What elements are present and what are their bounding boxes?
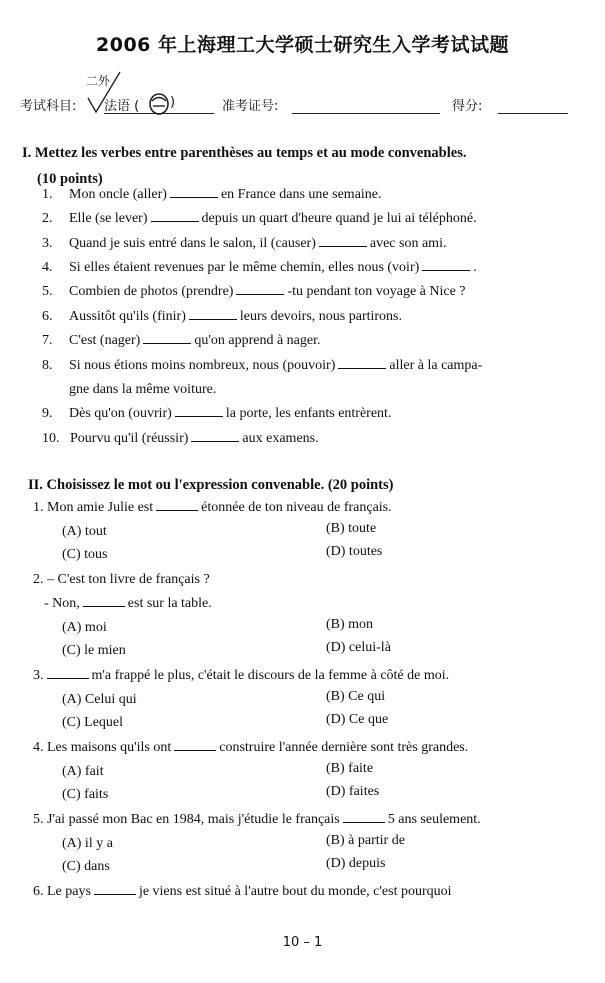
item-number: 4.	[42, 260, 53, 275]
section-1-points: (10 points)	[37, 171, 103, 187]
item-text-before: Combien de photos (prendre)	[69, 284, 234, 299]
item-text-before: Si elles étaient revenues par le même chemin, elles nous (voir)	[69, 260, 420, 275]
question-text-before: - Non,	[44, 596, 80, 611]
item-text-after: la porte, les enfants entrèrent.	[225, 406, 392, 421]
answer-option[interactable]: (A) fait	[62, 764, 104, 779]
answer-blank[interactable]	[319, 245, 367, 247]
answer-blank[interactable]	[422, 269, 470, 271]
question-text-after: est sur la table.	[127, 596, 212, 611]
answer-option[interactable]: (C) Lequel	[62, 715, 124, 730]
answer-blank[interactable]	[94, 893, 136, 895]
exam-info-row	[20, 74, 590, 116]
answer-blank[interactable]	[189, 318, 237, 320]
answer-option[interactable]: (A) tout	[62, 524, 107, 539]
item-text-after: .	[473, 260, 477, 275]
item-number: 5.	[42, 284, 53, 299]
item-number: 7.	[42, 333, 53, 348]
item-text-before: C'est (nager)	[69, 333, 141, 348]
answer-blank[interactable]	[170, 196, 218, 198]
answer-option[interactable]: (A) Celui qui	[62, 692, 137, 707]
item-text	[69, 187, 382, 203]
item-number: 10.	[42, 431, 60, 446]
question-text-before: 2. – C'est ton livre de français ?	[33, 572, 210, 587]
question-text-after: étonnée de ton niveau de français.	[201, 500, 392, 515]
question-text-before: 3.	[33, 668, 44, 683]
answer-blank[interactable]	[236, 293, 284, 295]
question-line	[44, 596, 212, 612]
answer-blank[interactable]	[143, 342, 191, 344]
section-2-heading: II. Choisissez le mot ou l'expression convenable. (20 points)	[28, 477, 394, 493]
item-text-before: Aussitôt qu'ils (finir)	[69, 309, 186, 324]
exam-title: 2006 年上海理工大学硕士研究生入学考试试题	[96, 34, 509, 56]
exam-number-field[interactable]	[292, 112, 440, 114]
answer-option[interactable]: (B) à partir de	[326, 833, 405, 848]
item-text	[69, 236, 446, 252]
question-text-before: 5. J'ai passé mon Bac en 1984, mais j'étudie le français	[33, 812, 340, 827]
answer-blank[interactable]	[151, 220, 199, 222]
answer-blank[interactable]	[47, 677, 89, 679]
handwritten-note: 二外	[86, 74, 111, 88]
section-1-heading: I. Mettez les verbes entre parenthèses au temps et au mode convenables.	[22, 145, 467, 161]
subject-label: 考试科目:	[20, 99, 77, 114]
question-line	[33, 884, 452, 900]
question-text-before: 4. Les maisons qu'ils ont	[33, 740, 172, 755]
item-text	[69, 333, 320, 349]
question-text-after: m'a frappé le plus, c'était le discours de la femme à côté de moi.	[91, 668, 450, 683]
item-text	[69, 382, 216, 398]
answer-option[interactable]: (C) le mien	[62, 643, 126, 658]
answer-blank[interactable]	[174, 749, 216, 751]
item-number: 9.	[42, 406, 53, 421]
answer-option[interactable]: (B) mon	[326, 617, 374, 632]
answer-blank[interactable]	[191, 440, 239, 442]
item-number: 1.	[42, 187, 53, 202]
question-text-after: je viens est situé à l'autre bout du monde, c'est pourquoi	[138, 884, 452, 899]
item-number: 3.	[42, 236, 53, 251]
answer-option[interactable]: (B) toute	[326, 521, 377, 536]
answer-option[interactable]: (C) dans	[62, 859, 110, 874]
question-line	[33, 740, 468, 756]
answer-option[interactable]: (D) celui-là	[326, 640, 391, 655]
item-text-after: aux examens.	[242, 431, 319, 446]
item-text	[70, 431, 319, 447]
item-text	[69, 406, 391, 422]
score-label: 得分:	[452, 99, 483, 114]
item-text-before: Mon oncle (aller)	[69, 187, 167, 202]
answer-option[interactable]: (A) il y a	[62, 836, 113, 851]
answer-option[interactable]: (D) depuis	[326, 856, 386, 871]
question-text-before: 6. Le pays	[33, 884, 91, 899]
item-text	[69, 260, 477, 276]
answer-option[interactable]: (D) toutes	[326, 544, 383, 559]
answer-option[interactable]: (C) faits	[62, 787, 109, 802]
item-number: 2.	[42, 211, 53, 226]
subject-close: )	[170, 95, 176, 110]
item-text-after: avec son ami.	[369, 236, 447, 251]
item-text-after: aller à la campa-	[389, 358, 483, 373]
item-text-after: leurs devoirs, nous partirons.	[239, 309, 403, 324]
question-line	[33, 572, 210, 588]
item-text-after: en France dans une semaine.	[220, 187, 382, 202]
answer-option[interactable]: (A) moi	[62, 620, 107, 635]
item-text	[69, 211, 477, 227]
answer-option[interactable]: (D) Ce que	[326, 712, 389, 727]
item-number: 8.	[42, 358, 53, 373]
item-text-after: qu'on apprend à nager.	[194, 333, 321, 348]
question-text-after: construire l'année dernière sont très grandes.	[219, 740, 469, 755]
answer-blank[interactable]	[83, 605, 125, 607]
item-text	[69, 309, 402, 325]
question-text-before: 1. Mon amie Julie est	[33, 500, 154, 515]
question-text-after: 5 ans seulement.	[387, 812, 481, 827]
item-text-before: Elle (se lever)	[69, 211, 148, 226]
item-text	[69, 358, 482, 374]
item-text-before: Dès qu'on (ouvrir)	[69, 406, 172, 421]
question-line	[33, 668, 449, 684]
item-text-before: Quand je suis entré dans le salon, il (causer)	[69, 236, 316, 251]
item-number: 6.	[42, 309, 53, 324]
answer-option[interactable]: (C) tous	[62, 547, 108, 562]
answer-option[interactable]: (B) faite	[326, 761, 374, 776]
item-text	[69, 284, 466, 300]
answer-blank[interactable]	[156, 509, 198, 511]
item-text-before: gne dans la même voiture.	[69, 382, 217, 397]
subject-value: 法语 (	[104, 99, 140, 114]
subject-underline	[104, 112, 214, 114]
question-line	[33, 812, 481, 828]
answer-blank[interactable]	[338, 367, 386, 369]
item-text-before: Pourvu qu'il (réussir)	[70, 431, 189, 446]
question-line	[33, 500, 392, 516]
score-field[interactable]	[498, 112, 568, 114]
answer-option[interactable]: (D) faites	[326, 784, 380, 799]
answer-blank[interactable]	[343, 821, 385, 823]
answer-blank[interactable]	[175, 415, 223, 417]
item-text-after: -tu pendant ton voyage à Nice ?	[287, 284, 466, 299]
item-text-after: depuis un quart d'heure quand je lui ai téléphoné.	[201, 211, 477, 226]
exam-number-label: 准考证号:	[222, 99, 279, 114]
page-number: 10 – 1	[282, 935, 323, 950]
answer-option[interactable]: (B) Ce qui	[326, 689, 386, 704]
item-text-before: Si nous étions moins nombreux, nous (pouvoir)	[69, 358, 336, 373]
